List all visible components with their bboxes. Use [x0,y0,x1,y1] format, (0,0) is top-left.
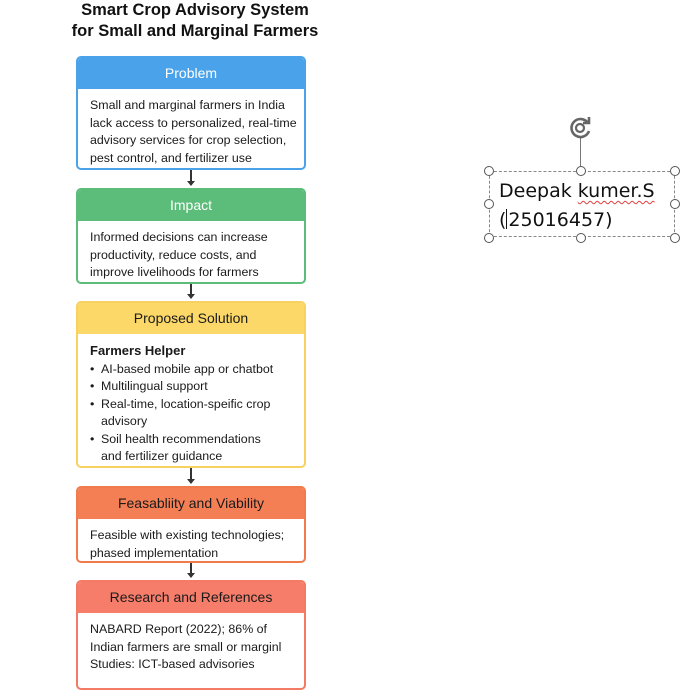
research-line: NABARD Report (2022); 86% of [90,622,267,636]
resize-handle-bottom-middle[interactable] [576,233,586,243]
resize-handle-middle-left[interactable] [484,199,494,209]
problem-body [78,89,304,170]
problem-line: advisory services for crop selection, [90,133,287,147]
problem-box [76,56,306,170]
solution-body [78,334,304,468]
problem-heading: Problem [78,58,304,89]
resize-handle-top-middle[interactable] [576,166,586,176]
research-line: Studies: ICT-based advisories [90,657,255,671]
solution-bullet: • Real-time, location-speific crop advisory [90,396,298,431]
arrow-impact-to-solution [190,284,192,297]
title-line-2: for Small and Marginal Farmers [71,22,319,40]
text-box-content[interactable] [499,177,655,235]
solution-bullet: • AI-based mobile app or chatbot [90,361,298,379]
solution-bullet: • Soil health recommendations and fertilizer guidance [90,431,298,466]
text-box-line-2: ( 25016457) [499,209,613,231]
resize-handle-bottom-right[interactable] [670,233,680,243]
misspelled-word: kumer.S [577,180,655,202]
feasibility-body [78,519,304,563]
text-box-line-1: Deepak kumer.S [499,180,655,202]
research-heading: Research and References [78,582,304,613]
rotate-handle-icon[interactable] [567,114,595,142]
solution-bullet-list [90,361,298,466]
solution-bullet: • Multilingual support [90,378,298,396]
research-line: Indian farmers are small or marginl [90,639,282,654]
arrow-solution-to-feasibility [190,468,192,482]
impact-body [78,221,304,284]
research-box [76,580,306,690]
solution-box [76,301,306,468]
arrow-feasibility-to-research [190,563,192,576]
problem-line: pest control, and fertilizer use [90,150,252,165]
diagram-title [40,0,350,42]
arrow-problem-to-impact [190,170,192,184]
resize-handle-middle-right[interactable] [670,199,680,209]
impact-line: Informed decisions can increase [90,230,268,244]
title-line-1: Smart Crop Advisory System [81,1,309,19]
resize-handle-top-right[interactable] [670,166,680,176]
impact-line: improve livelihoods for farmers [90,265,259,279]
feasibility-box [76,486,306,563]
feasibility-line: phased implementation [90,545,219,560]
impact-line: productivity, reduce costs, and [90,247,257,262]
impact-box [76,188,306,284]
feasibility-line: Feasible with existing technologies; [90,528,285,542]
research-body [78,613,304,680]
problem-line: Small and marginal farmers in India [90,98,285,112]
impact-heading: Impact [78,190,304,221]
feasibility-heading: Feasabliity and Viability [78,488,304,519]
problem-line: lack access to personalized, real-time [90,115,297,130]
resize-handle-top-left[interactable] [484,166,494,176]
solution-heading: Proposed Solution [78,303,304,334]
solution-subtitle: Farmers Helper [90,343,186,358]
resize-handle-bottom-left[interactable] [484,233,494,243]
